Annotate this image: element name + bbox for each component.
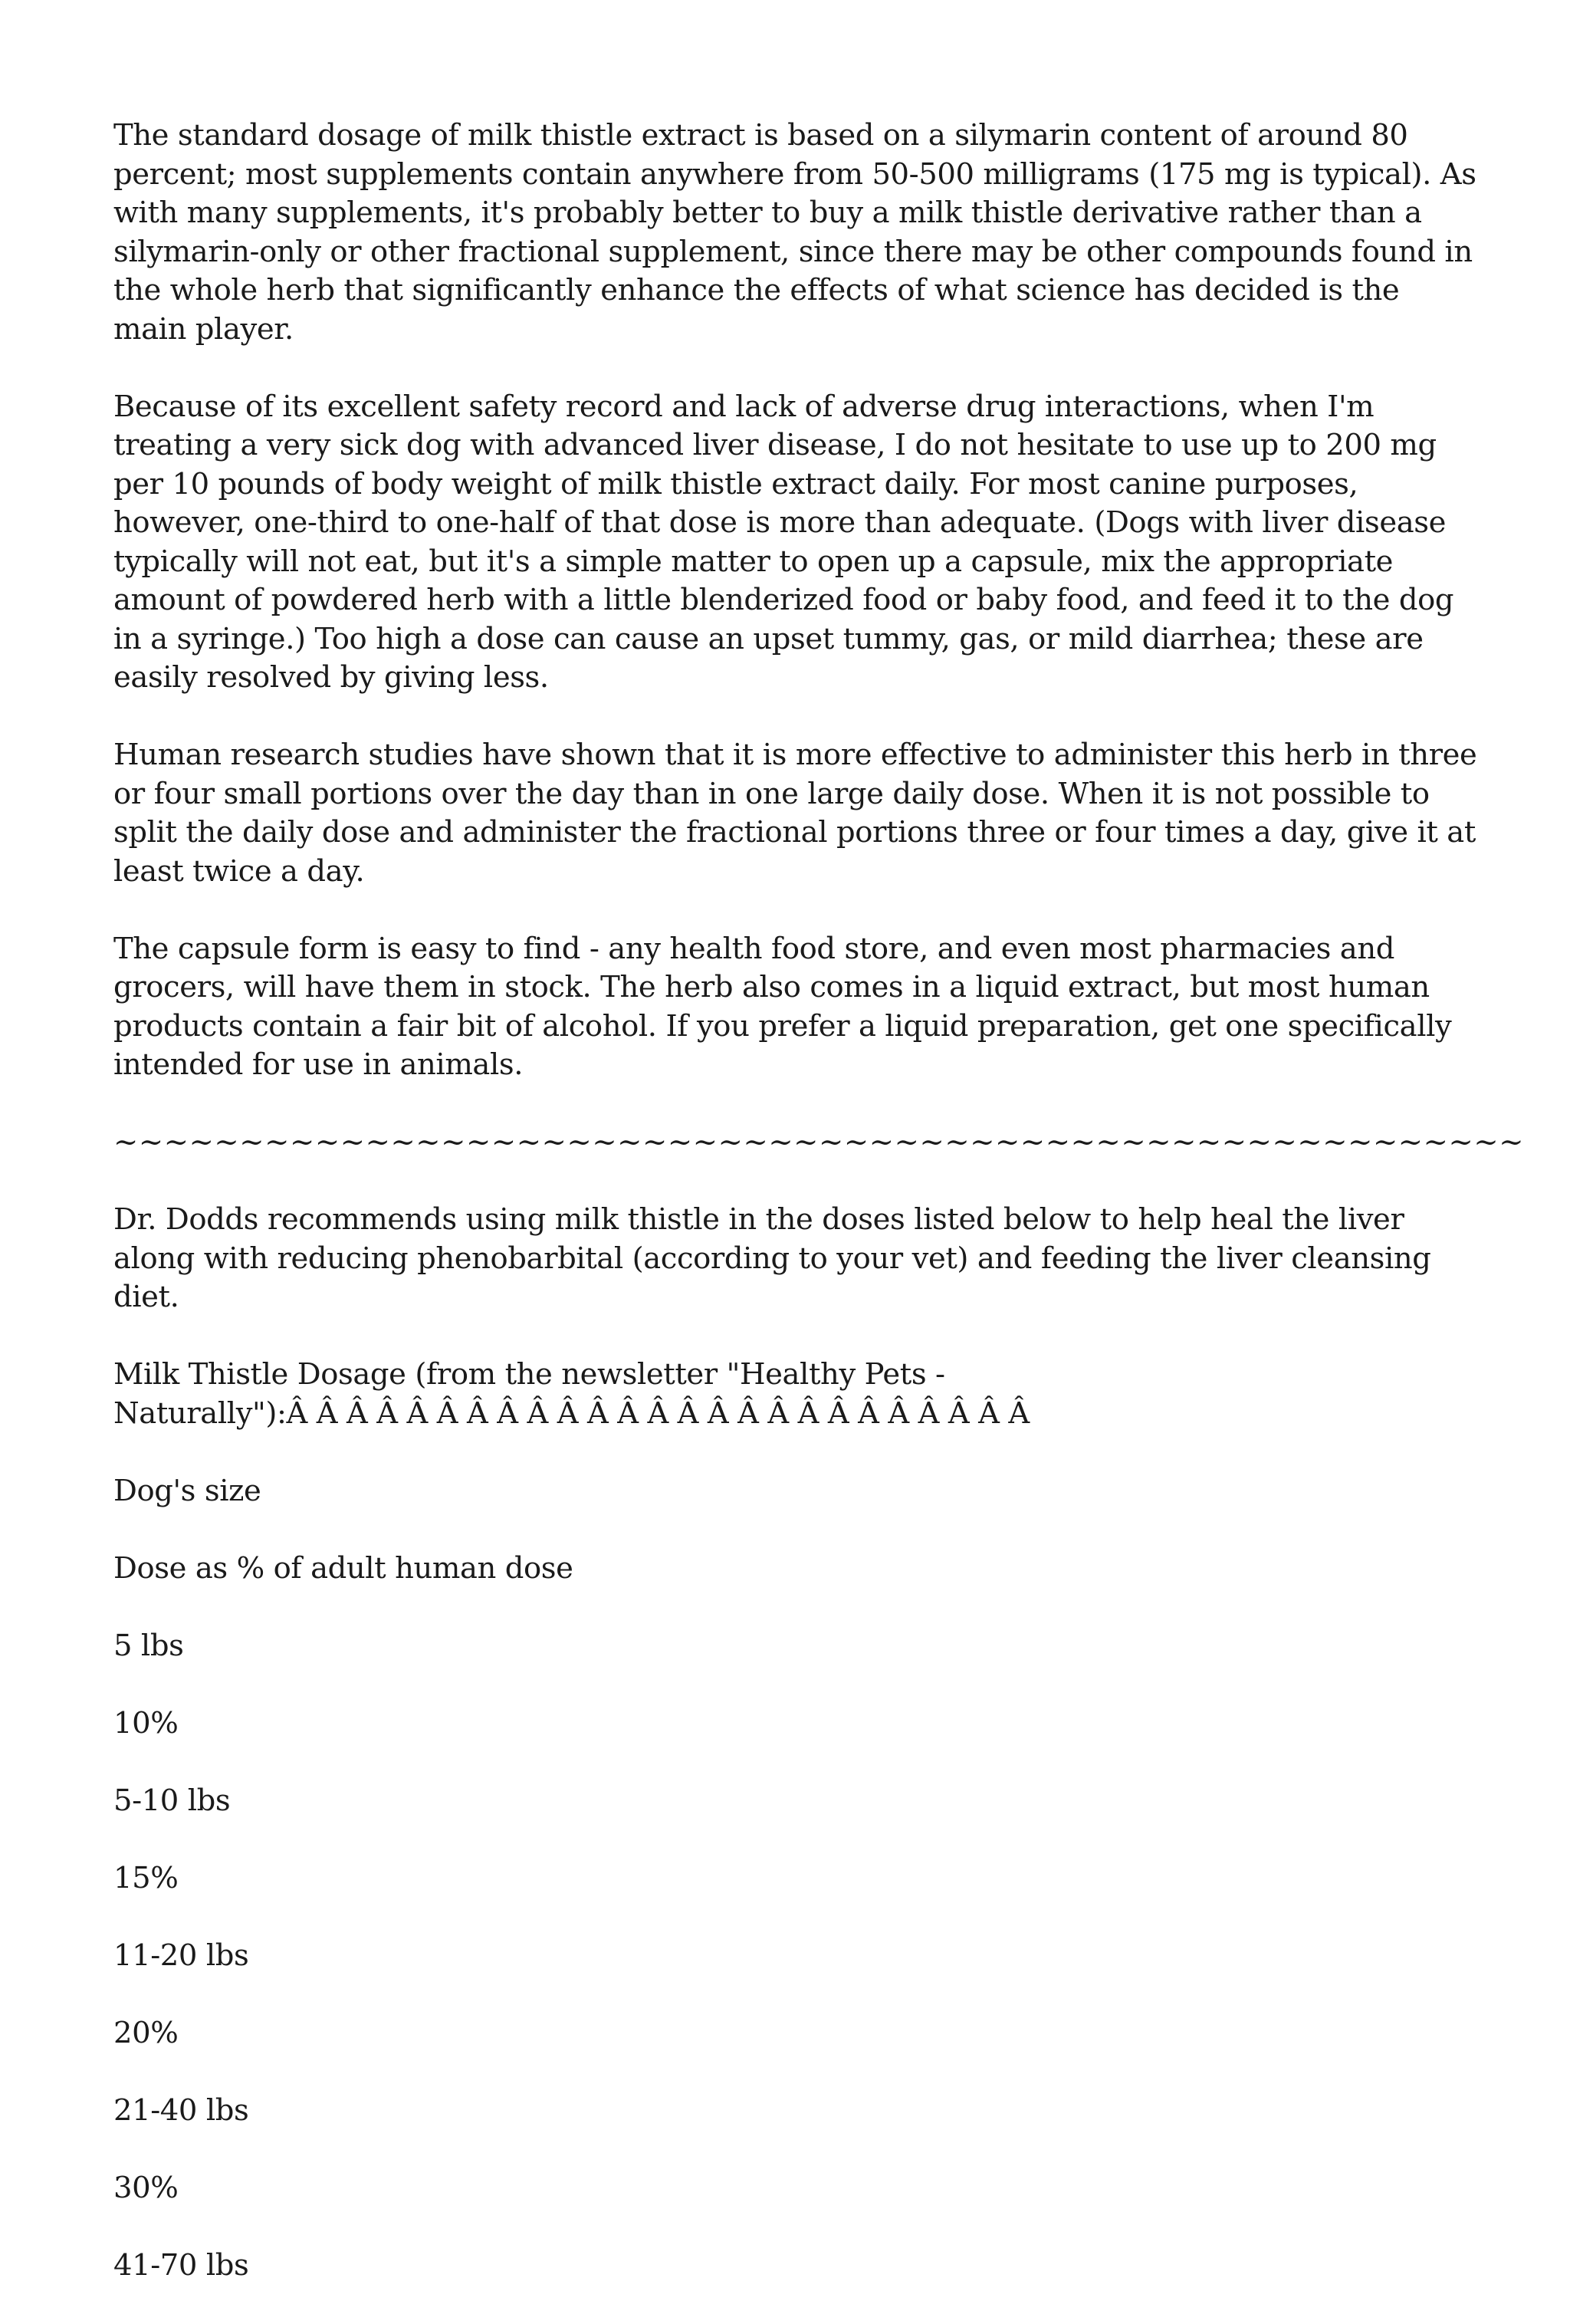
- table-cell-dose: 30%: [113, 2170, 179, 2205]
- table-cell-size: 5-10 lbs: [113, 1783, 231, 1818]
- paragraph-safety-record: Because of its excellent safety record and lack of adverse drug interactions, when I'm treating a very sick dog with advanced liver disease, I do not hesitate to use up to 200 mg per 10 pounds of body weight of milk thistle extract daily. For most canine purposes, however, one-third to one-half of that dose is more than adequate. (Dogs with liver disease typically will not eat, but it's a simple matter to open up a capsule, mix the appropriate amount of powdered herb with a little blenderized food or baby food, and feed it to the dog in a syringe.) Too high a dose can cause an upset tummy, gas, or mild diarrhea; these are easily resolved by giving less.: [113, 389, 1454, 695]
- table-cell-size: 21-40 lbs: [113, 2092, 249, 2128]
- table-cell-dose: 15%: [113, 1860, 179, 1895]
- dosage-heading-line2: Naturally"):Â Â Â Â Â Â Â Â Â Â Â Â Â Â Â Â Â Â Â Â Â Â Â Â Â: [113, 1395, 1030, 1431]
- table-cell-size: 11-20 lbs: [113, 1938, 249, 1973]
- table-cell-dose: 10%: [113, 1705, 179, 1741]
- table-header-dose: Dose as % of adult human dose: [113, 1550, 573, 1586]
- table-header-size: Dog's size: [113, 1473, 261, 1508]
- document-page: [113, 117, 1525, 2324]
- paragraph-dosage-standard: The standard dosage of milk thistle extract is based on a silymarin content of around 80 percent; most supplements contain anywhere from 50-500 milligrams (175 mg is typical). As with many supplements, it's probably better to buy a milk thistle derivative rather than a silymarin-only or other fractional supplement, since there may be other compounds found in the whole herb that significantly enhance the effects of what science has decided is the main player.: [113, 118, 1476, 347]
- table-cell-size: 41-70 lbs: [113, 2247, 249, 2283]
- table-cell-dose: 20%: [113, 2015, 179, 2050]
- paragraph-capsule-form: The capsule form is easy to find - any health food store, and even most pharmacies and grocers, will have them in stock. The herb also comes in a liquid extract, but most human products contain a fair bit of alcohol. If you prefer a liquid preparation, get one specifically intended for use in animals.: [113, 931, 1452, 1082]
- table-cell-size: 5 lbs: [113, 1628, 184, 1663]
- paragraph-research-studies: Human research studies have shown that it is more effective to administer this herb in three or four small portions over the day than in one large daily dose. When it is not possible to split the daily dose and administer the fractional portions three or four times a day, give it at least twice a day.: [113, 738, 1477, 889]
- paragraph-dr-dodds: Dr. Dodds recommends using milk thistle in the doses listed below to help heal the liver along with reducing phenobarbital (according to your vet) and feeding the liver cleansing diet.: [113, 1202, 1431, 1314]
- dosage-heading: [113, 1356, 1478, 1433]
- dosage-heading-line1: Milk Thistle Dosage (from the newsletter "Healthy Pets -: [113, 1357, 945, 1392]
- tilde-divider: ~~~~~~~~~~~~~~~~~~~~~~~~~~~~~~~~~~~~~~~~~~~~~~~~~~~~~~~~: [113, 1125, 1525, 1159]
